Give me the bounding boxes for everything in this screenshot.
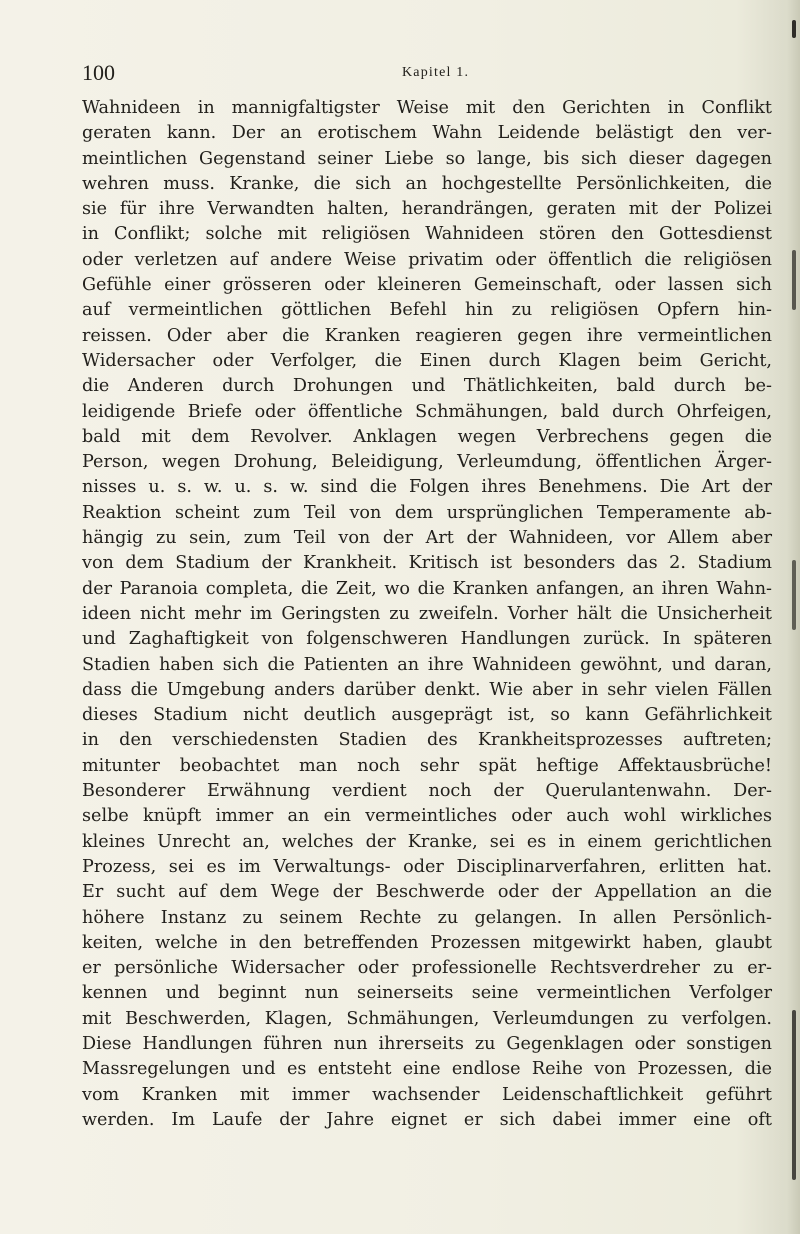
page-edge-mark bbox=[792, 20, 796, 38]
text-line: Stadien haben sich die Patienten an ihre Wahnideen gewöhnt, und daran, bbox=[82, 654, 772, 675]
text-line: sie für ihre Verwandten halten, herandrängen, geraten mit der Polizei bbox=[82, 199, 772, 220]
text-line: geraten kann. Der an erotischem Wahn Leidende belästigt den ver- bbox=[82, 123, 772, 144]
text-line: Diese Handlungen führen nun ihrerseits zu Gegenklagen oder sonstigen bbox=[82, 1033, 772, 1054]
text-line: dieses Stadium nicht deutlich ausgeprägt ist, so kann Gefährlichkeit bbox=[82, 705, 772, 726]
text-line: Massregelungen und es entsteht eine endlose Reihe von Prozessen, die bbox=[82, 1059, 772, 1080]
text-line: Prozess, sei es im Verwaltungs- oder Disciplinarverfahren, erlitten hat. bbox=[82, 856, 772, 877]
text-line: leidigende Briefe oder öffentliche Schmähungen, bald durch Ohrfeigen, bbox=[82, 401, 772, 422]
text-line: oder verletzen auf andere Weise privatim oder öffentlich die religiösen bbox=[82, 249, 772, 270]
page-edge-mark bbox=[792, 250, 796, 310]
text-line: Er sucht auf dem Wege der Beschwerde oder der Appellation an die bbox=[82, 882, 772, 903]
text-line: dass die Umgebung anders darüber denkt. Wie aber in sehr vielen Fällen bbox=[82, 679, 772, 700]
body-text bbox=[82, 96, 772, 1133]
text-line: keiten, welche in den betreffenden Prozessen mitgewirkt haben, glaubt bbox=[82, 932, 772, 953]
text-line: wehren muss. Kranke, die sich an hochgestellte Persönlichkeiten, die bbox=[82, 173, 772, 194]
page-edge-shadow bbox=[778, 0, 800, 1234]
text-line: Reaktion scheint zum Teil von dem ursprünglichen Temperamente ab- bbox=[82, 502, 772, 523]
text-line: vom Kranken mit immer wachsender Leidenschaftlichkeit geführt bbox=[82, 1084, 772, 1105]
text-line: Widersacher oder Verfolger, die Einen durch Klagen beim Gericht, bbox=[82, 350, 772, 371]
text-line: in Conflikt; solche mit religiösen Wahnideen stören den Gottesdienst bbox=[82, 224, 772, 245]
text-line: selbe knüpft immer an ein vermeintliches oder auch wohl wirkliches bbox=[82, 806, 772, 827]
chapter-title: Kapitel 1. bbox=[402, 65, 470, 80]
text-line: Wahnideen in mannigfaltigster Weise mit den Gerichten in Conflikt bbox=[82, 98, 772, 118]
text-line: reissen. Oder aber die Kranken reagieren gegen ihre vermeintlichen bbox=[82, 325, 772, 346]
text-line: Person, wegen Drohung, Beleidigung, Verleumdung, öffentlichen Ärger- bbox=[82, 452, 772, 473]
text-line: Gefühle einer grösseren oder kleineren Gemeinschaft, oder lassen sich bbox=[82, 275, 772, 296]
text-line: höhere Instanz zu seinem Rechte zu gelangen. In allen Persönlich- bbox=[82, 907, 772, 928]
text-line: nisses u. s. w. u. s. w. sind die Folgen ihres Benehmens. Die Art der bbox=[82, 477, 772, 498]
text-line: meintlichen Gegenstand seiner Liebe so lange, bis sich dieser dagegen bbox=[82, 148, 772, 169]
text-line: werden. Im Laufe der Jahre eignet er sich dabei immer eine oft bbox=[82, 1109, 772, 1130]
page-edge-mark bbox=[792, 1010, 796, 1180]
page-edge-mark bbox=[792, 560, 796, 630]
text-line: mit Beschwerden, Klagen, Schmähungen, Verleumdungen zu verfolgen. bbox=[82, 1008, 772, 1029]
text-line: die Anderen durch Drohungen und Thätlichkeiten, bald durch be- bbox=[82, 376, 772, 397]
text-line: bald mit dem Revolver. Anklagen wegen Verbrechens gegen die bbox=[82, 426, 772, 447]
text-line: Besonderer Erwähnung verdient noch der Querulantenwahn. Der- bbox=[82, 781, 772, 802]
text-line: ideen nicht mehr im Geringsten zu zweifeln. Vorher hält die Unsicherheit bbox=[82, 603, 772, 624]
text-line: auf vermeintlichen göttlichen Befehl hin zu religiösen Opfern hin- bbox=[82, 300, 772, 321]
text-line: der Paranoia completa, die Zeit, wo die Kranken anfangen, an ihren Wahn- bbox=[82, 578, 772, 599]
text-line: kleines Unrecht an, welches der Kranke, sei es in einem gerichtlichen bbox=[82, 831, 772, 852]
text-line: mitunter beobachtet man noch sehr spät heftige Affektausbrüche! bbox=[82, 755, 772, 776]
text-line: hängig zu sein, zum Teil von der Art der Wahnideen, vor Allem aber bbox=[82, 528, 772, 549]
text-line: kennen und beginnt nun seinerseits seine vermeintlichen Verfolger bbox=[82, 983, 772, 1004]
text-line: und Zaghaftigkeit von folgenschweren Handlungen zurück. In späteren bbox=[82, 629, 772, 650]
text-line: von dem Stadium der Krankheit. Kritisch ist besonders das 2. Stadium bbox=[82, 553, 772, 574]
text-line: er persönliche Widersacher oder professionelle Rechtsverdreher zu er- bbox=[82, 958, 772, 979]
page-number: 100 bbox=[82, 60, 115, 85]
page-header bbox=[82, 60, 762, 90]
text-line: in den verschiedensten Stadien des Krankheitsprozesses auftreten; bbox=[82, 730, 772, 751]
